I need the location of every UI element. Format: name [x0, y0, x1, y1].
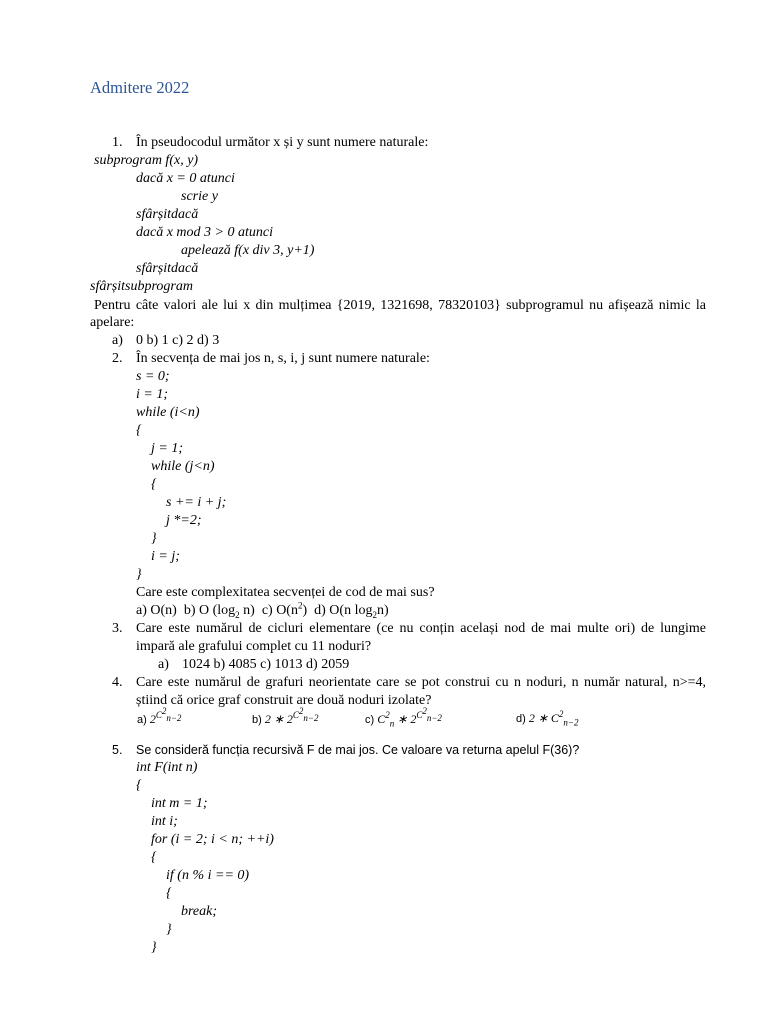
q2-answer-b: b) O ($\log_2$ n)	[183, 603, 255, 620]
q1-code-line: sfârșitsubprogram	[90, 279, 193, 294]
q2-answer-a: a) O(n)	[136, 603, 177, 618]
q5-code-line: }	[166, 922, 172, 937]
q2-code-line: {	[136, 423, 142, 438]
q1-question: Pentru câte valori ale lui x din mulțimea {2019, 1321698, 78320103} subprogramul nu afișează nimic la apelare:	[90, 298, 706, 330]
q5-code-line: for (i = 2; i < n; ++i)	[151, 832, 274, 847]
q2-question: Care este complexitatea secvenței de cod de mai sus?	[136, 585, 435, 600]
q3-text: Care este numărul de cicluri elementare (ce nu conțin același nod de mai multe ori) de lungime impară ale grafului complet cu 11 noduri?	[136, 621, 706, 654]
q5-code-line: break;	[181, 904, 218, 919]
q4-text: Care este numărul de grafuri neorientate care se pot construi cu n noduri, n număr natural, n>=4, știind că orice graf construit are două noduri izolate?	[136, 675, 706, 708]
q5-code-line: {	[166, 886, 172, 901]
q1-code-line: sfârșitdacă	[136, 207, 199, 222]
q2-answer-d: d) O(n $\log_2n$)	[314, 603, 389, 620]
q5-code-line: if (n % i == 0)	[166, 868, 250, 883]
q2-code-line: }	[151, 531, 157, 546]
q1-answers-label: a)	[112, 333, 123, 348]
q5-code-line: int F(int n)	[136, 760, 198, 775]
q1-code-line: dacă x = 0 atunci	[136, 171, 235, 186]
q4-answer-d: d) 2 ∗ $C^2_{n-2}$	[516, 709, 579, 728]
q5-code-line: int i;	[151, 814, 178, 829]
q1-code-line: apelează f(x div 3, y+1)	[181, 243, 315, 258]
q5-text: Se consideră funcția recursivă F de mai jos. Ce valoare va returna apelul F(36)?	[136, 743, 580, 757]
q2-code-line: j = 1;	[151, 441, 183, 456]
document-title: Admitere 2022	[90, 78, 190, 97]
q1-number: 1.	[112, 135, 123, 150]
q5-code-line: {	[136, 778, 142, 793]
q2-code-line: i = 1;	[136, 387, 168, 402]
q2-code-line: }	[136, 567, 142, 582]
q4-number: 4.	[112, 675, 123, 690]
q2-answer-c: c) $O(n^2)$	[261, 600, 308, 618]
q2-answers	[136, 600, 389, 620]
q5-code-line: {	[151, 850, 157, 865]
q1-code-line: sfârșitdacă	[136, 261, 199, 276]
q1-text: În pseudocodul următor x și y sunt numere naturale:	[136, 135, 429, 150]
q3-answers: 1024 b) 4085 c) 1013 d) 2059	[182, 657, 350, 672]
q2-code-line: s += i + j;	[166, 495, 227, 510]
q2-code-line: s = 0;	[136, 369, 170, 384]
q4-answer-b: b) 2 ∗ $2^{C^2_{n-2}}$	[252, 706, 319, 726]
q1-code-line: scrie y	[181, 189, 218, 204]
q2-code-line: while (i<n)	[136, 405, 200, 420]
q5-code-line: int m = 1;	[151, 796, 208, 811]
q1-code-line: subprogram f(x, y)	[94, 153, 199, 168]
q2-code-line: while (j<n)	[151, 459, 215, 474]
q1-code-line: dacă x mod 3 > 0 atunci	[136, 225, 273, 240]
q4-answer-c: c) $C^2_n$ ∗ $2^{C^2_{n-2}}$	[365, 706, 442, 729]
q1-answers: 0 b) 1 c) 2 d) 3	[136, 333, 220, 348]
q2-code-line: {	[151, 477, 157, 492]
q3-answers-label: a)	[158, 657, 169, 672]
q5-number: 5.	[112, 743, 123, 757]
q2-text: În secvența de mai jos n, s, i, j sunt numere naturale:	[136, 351, 430, 366]
q2-code-line: j *=2;	[166, 513, 202, 528]
q2-code-line: i = j;	[151, 549, 180, 564]
q4-answer-a: a) $2^{C^2_{n-2}}$	[137, 706, 182, 726]
q2-number: 2.	[112, 351, 123, 366]
q5-code-line: }	[151, 940, 157, 955]
q3-number: 3.	[112, 621, 123, 636]
